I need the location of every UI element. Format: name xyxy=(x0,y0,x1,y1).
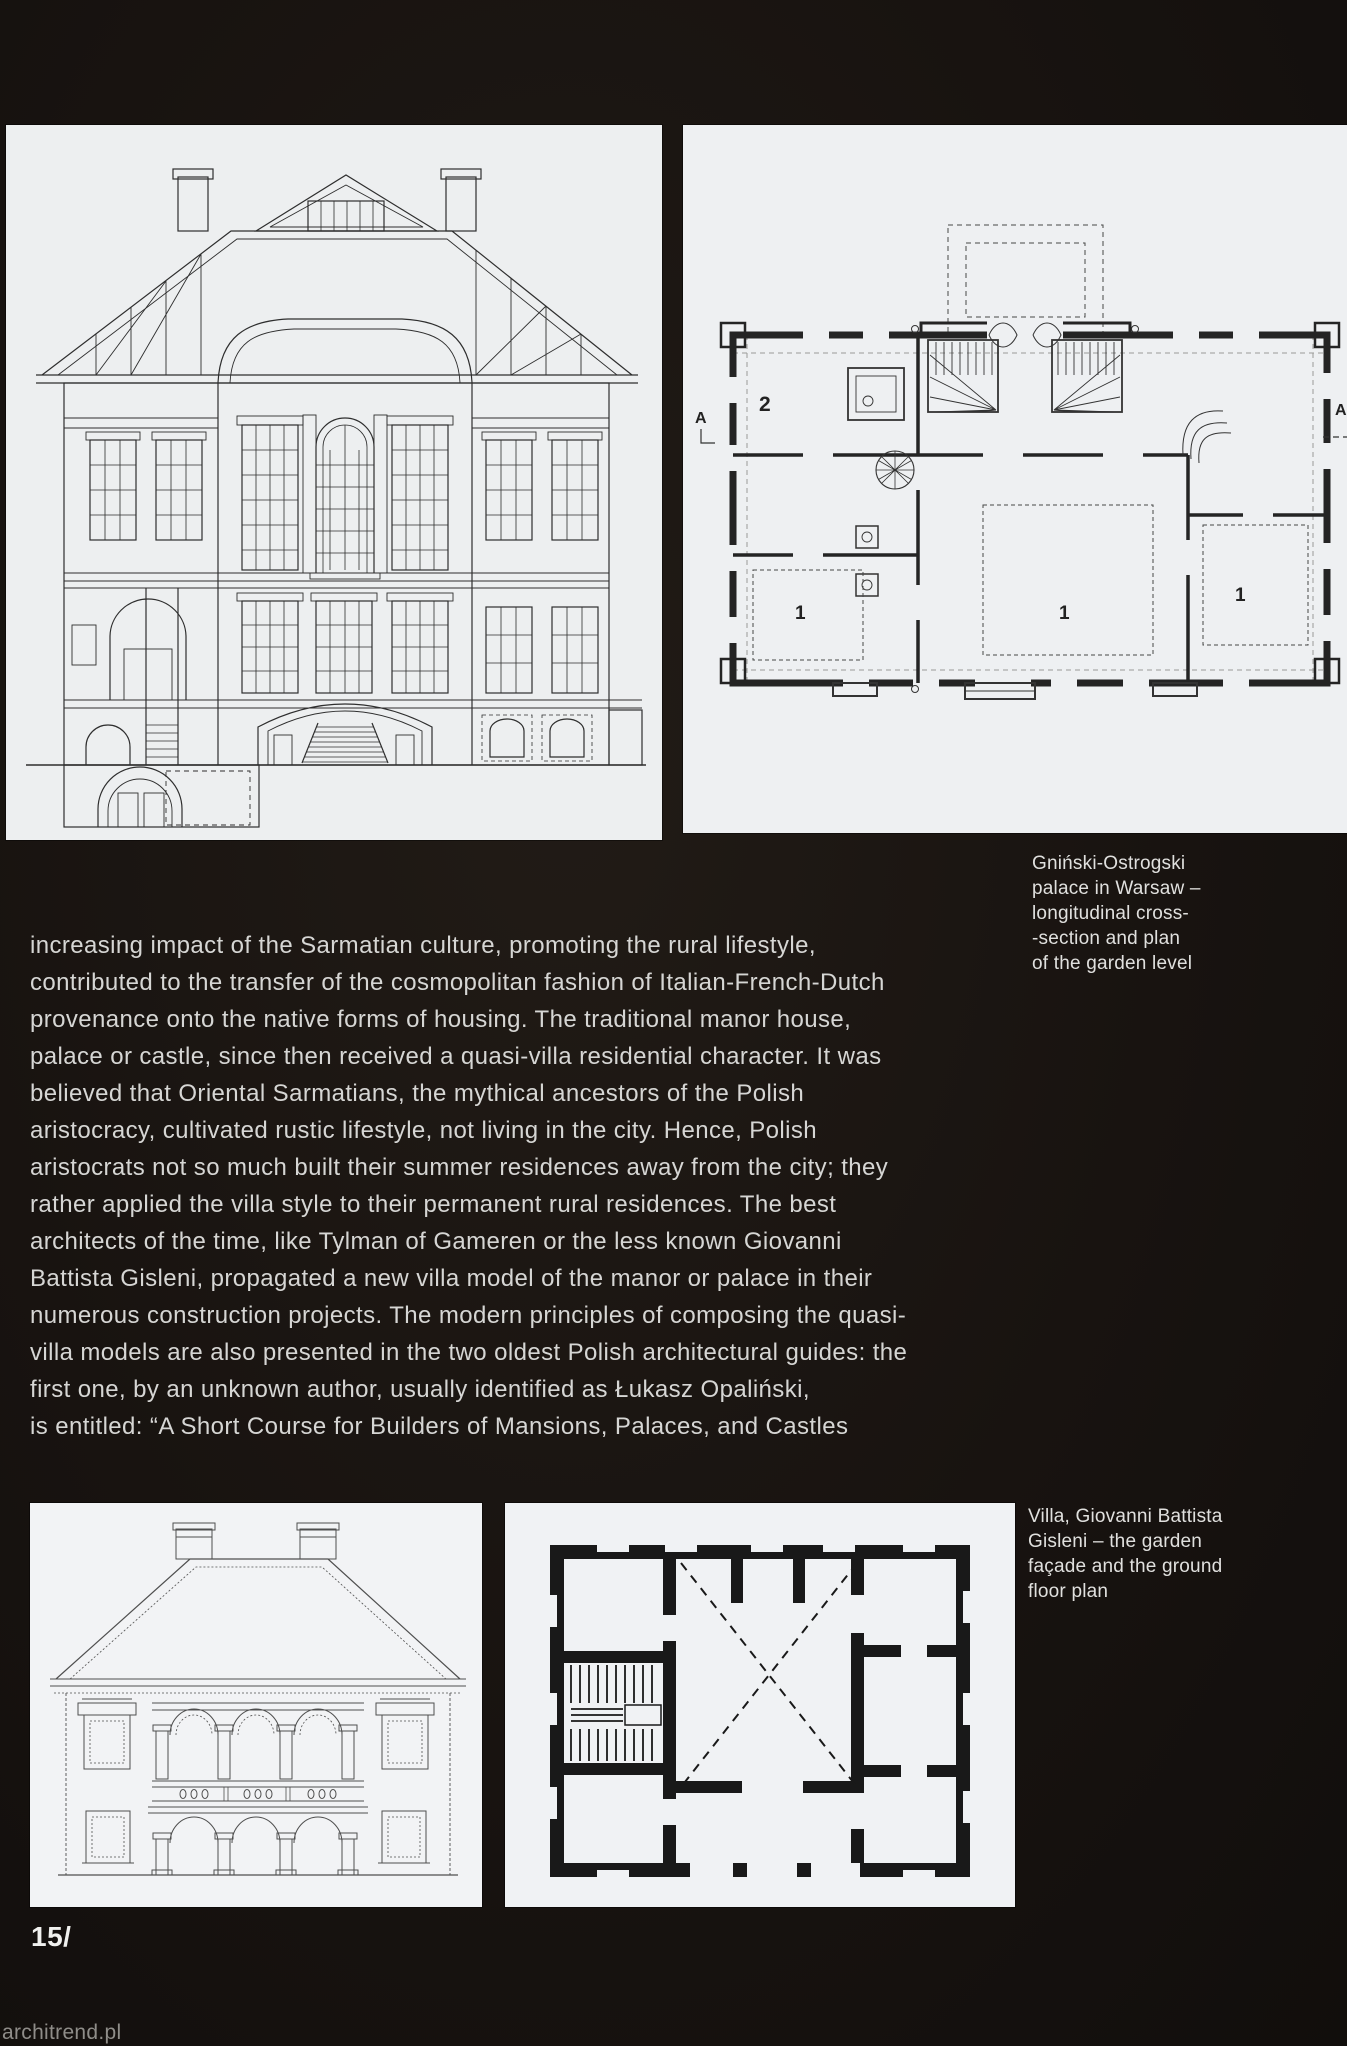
figure-cross-section-panel xyxy=(6,125,662,840)
body-text-line: is entitled: “A Short Course for Builders of Mansions, Palaces, and Castles xyxy=(30,1413,849,1440)
caption-villa xyxy=(1028,1504,1288,1604)
room-label-1-left: 1 xyxy=(795,603,806,624)
figure-ground-plan-panel xyxy=(505,1503,1015,1907)
body-text-line: Battista Gisleni, propagated a new villa model of the manor or palace in their xyxy=(30,1265,873,1292)
plan-terrace xyxy=(948,225,1103,335)
room-label-1-right: 1 xyxy=(1235,585,1246,606)
caption-line: -section and plan xyxy=(1032,928,1181,949)
plan-outer-walls xyxy=(721,323,1339,683)
page-number: 15/ xyxy=(31,1921,72,1952)
section-marker-a-right: A xyxy=(1335,402,1347,419)
body-text-line: aristocrats not so much built their summer residences away from the city; they xyxy=(30,1154,889,1181)
cross-section-lines xyxy=(26,169,646,827)
plan-details xyxy=(833,326,1231,700)
ground-plan-stairs xyxy=(571,1665,661,1761)
ground-plan-walls xyxy=(550,1545,970,1877)
body-text-line: increasing impact of the Sarmatian culture, promoting the rural lifestyle, xyxy=(30,932,816,959)
caption-gninski xyxy=(1032,851,1282,976)
plan-window-gaps xyxy=(726,321,1334,690)
body-text xyxy=(30,927,1030,1445)
figure-garden-plan-panel xyxy=(683,125,1347,833)
figure-villa-facade-panel xyxy=(30,1503,482,1907)
body-text-line: believed that Oriental Sarmatians, the mythical ancestors of the Polish xyxy=(30,1080,805,1107)
caption-line: Gisleni – the garden xyxy=(1028,1531,1203,1552)
room-label-2: 2 xyxy=(759,393,771,416)
plan-interior-walls xyxy=(733,335,1327,683)
body-text-line: architects of the time, like Tylman of Gameren or the less known Giovanni xyxy=(30,1228,842,1255)
section-marker-a-left: A xyxy=(695,410,707,427)
caption-line: Villa, Giovanni Battista xyxy=(1028,1506,1223,1527)
body-text-line: contributed to the transfer of the cosmopolitan fashion of Italian-French-Dutch xyxy=(30,969,885,996)
body-text-line: first one, by an unknown author, usually identified as Łukasz Opaliński, xyxy=(30,1376,810,1403)
watermark: architrend.pl xyxy=(2,2021,122,2044)
ground-plan-openings xyxy=(550,1545,970,1877)
room-label-1-center: 1 xyxy=(1059,603,1070,624)
plan-labels xyxy=(695,393,1347,624)
ground-plan-diagonals xyxy=(681,1563,857,1787)
cross-section-drawing xyxy=(6,125,662,840)
body-text-line: rather applied the villa style to their permanent rural residences. The best xyxy=(30,1191,837,1218)
body-text-line: aristocracy, cultivated rustic lifestyle, not living in the city. Hence, Polish xyxy=(30,1117,818,1144)
body-text-line: provenance onto the native forms of housing. The traditional manor house, xyxy=(30,1006,852,1033)
plan-axis-lines xyxy=(733,335,1327,683)
caption-line: palace in Warsaw – xyxy=(1032,878,1201,899)
section-marker-ticks xyxy=(701,429,1347,443)
garden-plan-drawing xyxy=(683,125,1347,833)
villa-facade-drawing xyxy=(30,1503,482,1907)
caption-line: longitudinal cross- xyxy=(1032,903,1189,924)
body-text-line: villa models are also presented in the two oldest Polish architectural guides: the xyxy=(30,1339,908,1366)
ground-plan-drawing xyxy=(505,1503,1015,1907)
body-text-line: numerous construction projects. The modern principles of composing the quasi- xyxy=(30,1302,907,1329)
caption-line: of the garden level xyxy=(1032,953,1193,974)
villa-facade-lines xyxy=(50,1523,466,1875)
plan-dashed-rooms xyxy=(753,505,1308,660)
caption-line: Gniński-Ostrogski xyxy=(1032,853,1186,874)
caption-line: floor plan xyxy=(1028,1581,1109,1602)
caption-line: façade and the ground xyxy=(1028,1556,1223,1577)
body-text-line: palace or castle, since then received a quasi-villa residential character. It was xyxy=(30,1043,882,1070)
